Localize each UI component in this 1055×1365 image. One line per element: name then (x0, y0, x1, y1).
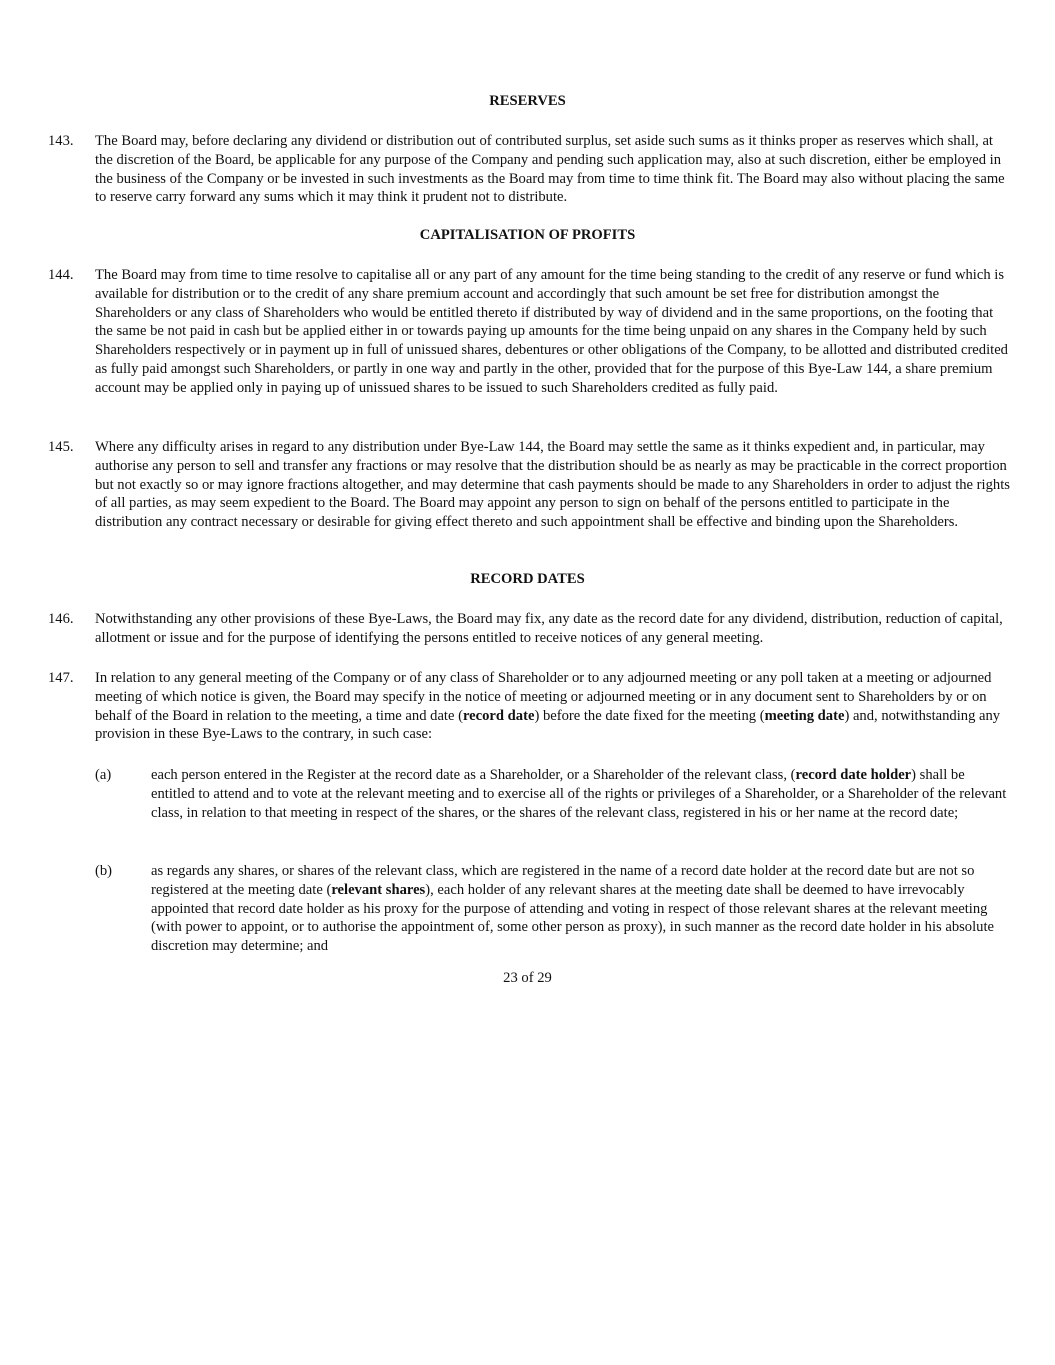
clause-number: 143. (48, 133, 74, 149)
clause-text: Where any difficulty arises in regard to any distribution under Bye-Law 144, the Board may settle the same as it thinks expedient and, in particular, may authorise any person to sell and transfer any fractions or may resolve that the distribution should be as nearly as may be practicable in the correct proportion but not exactly so or may ignore fractions altogether, and may determine that cash payments should be made to any Shareholders in order to adjust the rights of all parties, as may seem expedient to the Board. The Board may appoint any person to sign on behalf of the persons entitled to participate in the distribution any contract necessary or desirable for giving effect thereto and such appointment shall be effective and binding upon the Shareholders. (95, 439, 1010, 531)
clause-143 (48, 132, 1010, 207)
clause-145 (48, 438, 1010, 532)
subclause-text-part: each person entered in the Register at the record date as a Shareholder, or a Shareholder of the relevant class, ( (151, 767, 796, 783)
clause-number: 147. (48, 670, 74, 686)
clause-number: 145. (48, 439, 74, 455)
subclause-number: (a) (95, 767, 112, 783)
clause-number: 146. (48, 611, 74, 627)
subclause-text-part: ) shall be entitled to attend and to vote at the relevant meeting and to exercise all of the rights or privileges of a Shareholder, or a Shareholder of the relevant class, in relation to that meeting in respect of the shares, or the shares of the relevant class, registered in his or her name at the record date; (151, 767, 1007, 821)
clause-text-part: ) and, notwithstanding any provision in these Bye-Laws to the contrary, in such case: (95, 707, 1001, 743)
subclause-b (95, 862, 1010, 956)
page-number: 23 of 29 (503, 970, 552, 986)
heading-reserves: RESERVES (489, 93, 566, 109)
heading-record-dates: RECORD DATES (470, 571, 585, 587)
clause-text: The Board may from time to time resolve to capitalise all or any part of any amount for the time being standing to the credit of any reserve or fund which is available for distribution or to the credit of any share premium account and accordingly that such amount be set free for distribution amongst the Shareholders or any class of Shareholders who would be entitled thereto if distributed by way of dividend and in the same proportions, on the footing that the same be not paid in cash but be applied either in or towards paying up amounts for the time being unpaid on any shares in the Company held by such Shareholders respectively or in payment up in full of unissued shares, debentures or other obligations of the Company, to be allotted and distributed credited as fully paid amongst such Shareholders, or partly in one way and partly in the other, provided that for the purpose of this Bye-Law 144, a share premium account may be applied only in paying up of unissued shares to be issued to such Shareholders credited as fully paid. (95, 267, 1008, 396)
subclause-text-part: as regards any shares, or shares of the relevant class, which are registered in the name of a record date holder at the record date but are not so registered at the meeting date ( (151, 863, 975, 898)
subclause-a (95, 766, 1010, 822)
clause-147 (48, 669, 1010, 744)
heading-capitalisation: CAPITALISATION OF PROFITS (419, 227, 636, 243)
defined-term-record-date-holder: record date holder (795, 767, 912, 783)
clause-text: The Board may, before declaring any dividend or distribution out of contributed surplus, set aside such sums as it thinks proper as reserves which shall, at the discretion of the Board, be applicable for any purpose of the Company and pending such application may, also at such discretion, either be employed in the business of the Company or be invested in such investments as the Board may from time to time think fit. The Board may also without placing the same to reserve carry forward any sums which it may think it prudent not to distribute. (95, 133, 1005, 206)
subclause-number: (b) (95, 863, 113, 879)
clause-text-part: In relation to any general meeting of the Company or of any class of Shareholder or to any adjourned meeting or any poll taken at a meeting or adjourned meeting of which notice is given, the Board may specify in the notice of meeting or adjourned meeting or in any document sent to Shareholders by or on behalf of the Board in relation to the meeting, a time and date ( (95, 670, 992, 724)
subclause-text (151, 766, 1010, 822)
subclause-text-part: ), each holder of any relevant shares at the meeting date shall be deemed to have irrevocably appointed that record date holder as his proxy for the purpose of attending and voting in respect of those relevant shares at the relevant meeting (with power to appoint, or to authorise the appointment of, some other person as proxy), in such manner as the record date holder in his absolute discretion may determine; and (151, 881, 994, 955)
clause-text: Notwithstanding any other provisions of these Bye-Laws, the Board may fix, any date as the record date for any dividend, distribution, reduction of capital, allotment or issue and for the purpose of identifying the persons entitled to receive notices of any general meeting. (95, 611, 1003, 646)
clause-144 (48, 266, 1010, 398)
subclause-text (151, 862, 1010, 956)
clause-number: 144. (48, 267, 74, 283)
defined-term-meeting-date: meeting date (764, 707, 845, 724)
defined-term-relevant-shares: relevant shares (331, 881, 426, 898)
clause-146 (48, 610, 1010, 648)
defined-term-record-date: record date (462, 707, 535, 724)
clause-text-part: ) before the date fixed for the meeting ( (534, 707, 765, 724)
clause-text (95, 669, 1010, 744)
